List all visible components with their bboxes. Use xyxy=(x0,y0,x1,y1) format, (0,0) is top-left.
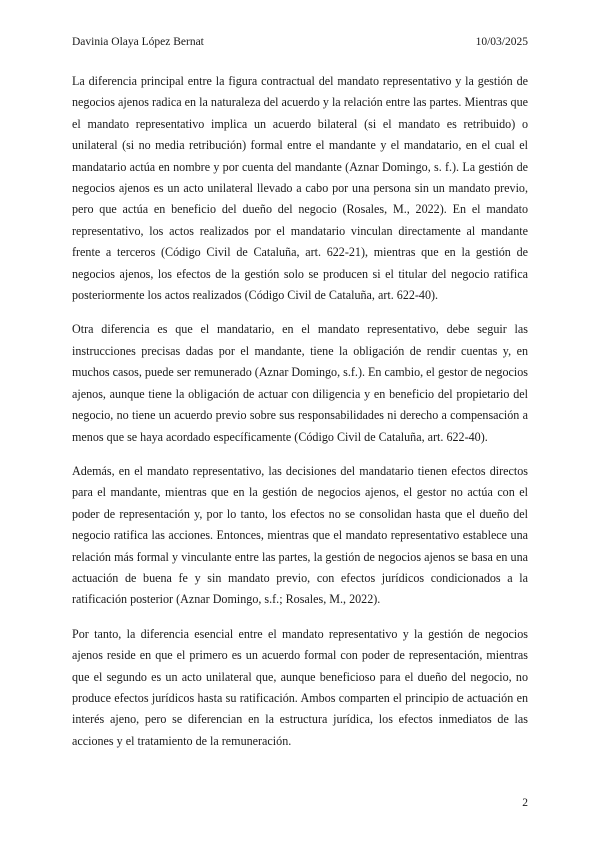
paragraph-1: La diferencia principal entre la figura contractual del mandato representativo y la gestión de negocios ajenos radica en la naturaleza del acuerdo y la relación entre las partes. Mientras que el mandato representativo implica un acuerdo bilateral (si el mandato es retribuido) o unilateral (si no media retribución) formal entre el mandante y el mandatario, en el cual el mandatario actúa en nombre y por cuenta del mandante (Aznar Domingo, s. f.). La gestión de negocios ajenos es un acto unilateral llevado a cabo por una persona sin un mandato previo, pero que actúa en beneficio del dueño del negocio (Rosales, M., 2022). En el mandato representativo, los actos realizados por el mandatario vinculan directamente al mandante frente a terceros (Código Civil de Cataluña, art. 622-21), mientras que en la gestión de negocios ajenos, los efectos de la gestión solo se producen si el titular del negocio ratifica posteriormente los actos realizados (Código Civil de Cataluña, art. 622-40). xyxy=(72,74,528,303)
document-body xyxy=(72,71,528,765)
page-header xyxy=(72,36,528,52)
header-date: 10/03/2025 xyxy=(475,36,528,48)
paragraph-4: Por tanto, la diferencia esencial entre el mandato representativo y la gestión de negocios ajenos reside en que el primero es un acuerdo formal con poder de representación, mientras que el segundo es un acto unilateral que, aunque beneficioso para el dueño del negocio, no produce efectos jurídicos hasta su ratificación. Ambos comparten el principio de actuación en interés ajeno, pero se diferencian en la estructura jurídica, los efectos inmediatos de las acciones y el tratamiento de la remuneración. xyxy=(72,626,528,748)
header-author: Davinia Olaya López Bernat xyxy=(72,36,204,48)
page-number: 2 xyxy=(522,797,528,809)
paragraph-3: Además, en el mandato representativo, las decisiones del mandatario tienen efectos directos para el mandante, mientras que en la gestión de negocios ajenos, el gestor no actúa con el poder de representación y, por lo tanto, los efectos no se consolidan hasta que el dueño del negocio ratifica las acciones. Entonces, mientras que el mandato representativo establece una relación más formal y vinculante entre las partes, la gestión de negocios ajenos se basa en una actuación de buena fe y sin mandato previo, con efectos jurídicos condicionados a la ratificación posterior (Aznar Domingo, s.f.; Rosales, M., 2022). xyxy=(72,463,528,607)
paragraph-2: Otra diferencia es que el mandatario, en el mandato representativo, debe seguir las instrucciones precisas dadas por el mandante, tiene la obligación de rendir cuentas y, en muchos casos, puede ser remunerado (Aznar Domingo, s.f.). En cambio, el gestor de negocios ajenos, aunque tiene la obligación de actuar con diligencia y en beneficio del propietario del negocio, no tiene un acuerdo previo sobre sus responsabilidades ni derecho a compensación a menos que se haya acordado específicamente (Código Civil de Cataluña, art. 622-40). xyxy=(72,322,528,444)
